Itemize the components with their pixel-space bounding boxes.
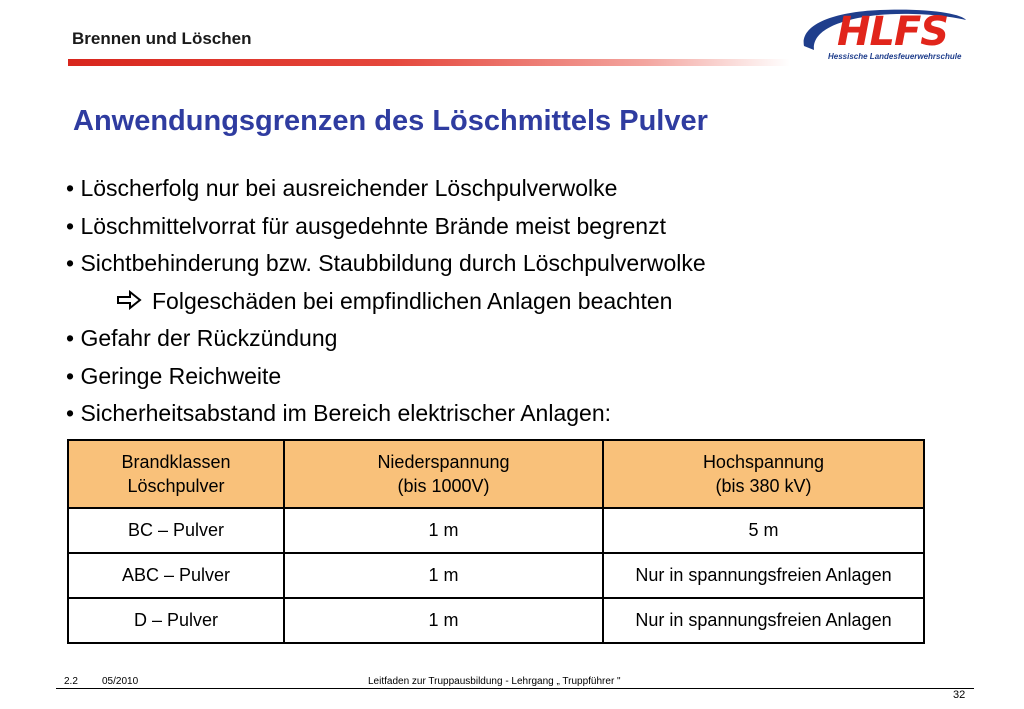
table-cell: 1 m [284,598,603,643]
arrow-right-icon [116,290,142,310]
table-cell: Nur in spannungsfreien Anlagen [603,553,924,598]
table-header-row [68,440,924,508]
header-line: (bis 1000V) [397,476,490,496]
sub-bullet-text: Folgeschäden bei empfindlichen Anlagen beachten [152,287,673,314]
table-row [68,553,924,598]
bullet-item: • Geringe Reichweite [66,362,282,389]
bullet-item: • Sicherheitsabstand im Bereich elektrischer Anlagen: [66,400,612,426]
header-line: Brandklassen [121,452,231,472]
bullet-list [66,170,706,433]
table-header-cell [68,440,284,508]
footer-divider [56,688,974,689]
table-cell: ABC – Pulver [68,553,284,598]
table-row [68,598,924,643]
table-cell: Nur in spannungsfreien Anlagen [603,598,924,643]
table-cell: 5 m [603,508,924,553]
header-line: Hochspannung [702,452,825,472]
bullet-item: • Sichtbehinderung bzw. Staubbildung durch Löschpulverwolke [66,250,706,276]
header-line: (bis 380 kV) [715,476,812,496]
table-header-cell [603,440,924,508]
table-cell: D – Pulver [68,598,284,643]
page-number: 32 [953,689,966,701]
footer-course-title: Leitfaden zur Truppausbildung - Lehrgang „ Truppführer " [368,676,621,687]
bullet-item: • Löschmittelvorrat für ausgedehnte Brände meist begrenzt [66,212,666,239]
table-cell: 1 m [284,553,603,598]
table-cell: BC – Pulver [68,508,284,553]
footer-section: 2.2 [64,676,78,687]
logo-text: HLFS [837,9,949,55]
header-line: Niederspannung [377,452,510,472]
slide-title: Anwendungsgrenzen des Löschmittels Pulver [73,105,708,137]
header-line: Löschpulver [127,476,225,496]
header-title: Brennen und Löschen [72,29,252,48]
safety-distance-table [67,439,925,644]
sub-bullet-item [66,283,706,321]
table-row [68,508,924,553]
footer-date: 05/2010 [102,676,139,687]
bullet-item: • Gefahr der Rückzündung [66,325,338,351]
logo-subtitle: Hessische Landesfeuerwehrschule [828,52,962,61]
table-cell: 1 m [284,508,603,553]
table-header-cell [284,440,603,508]
bullet-item: • Löscherfolg nur bei ausreichender Löschpulverwolke [66,175,618,201]
header-accent-bar [68,59,790,66]
